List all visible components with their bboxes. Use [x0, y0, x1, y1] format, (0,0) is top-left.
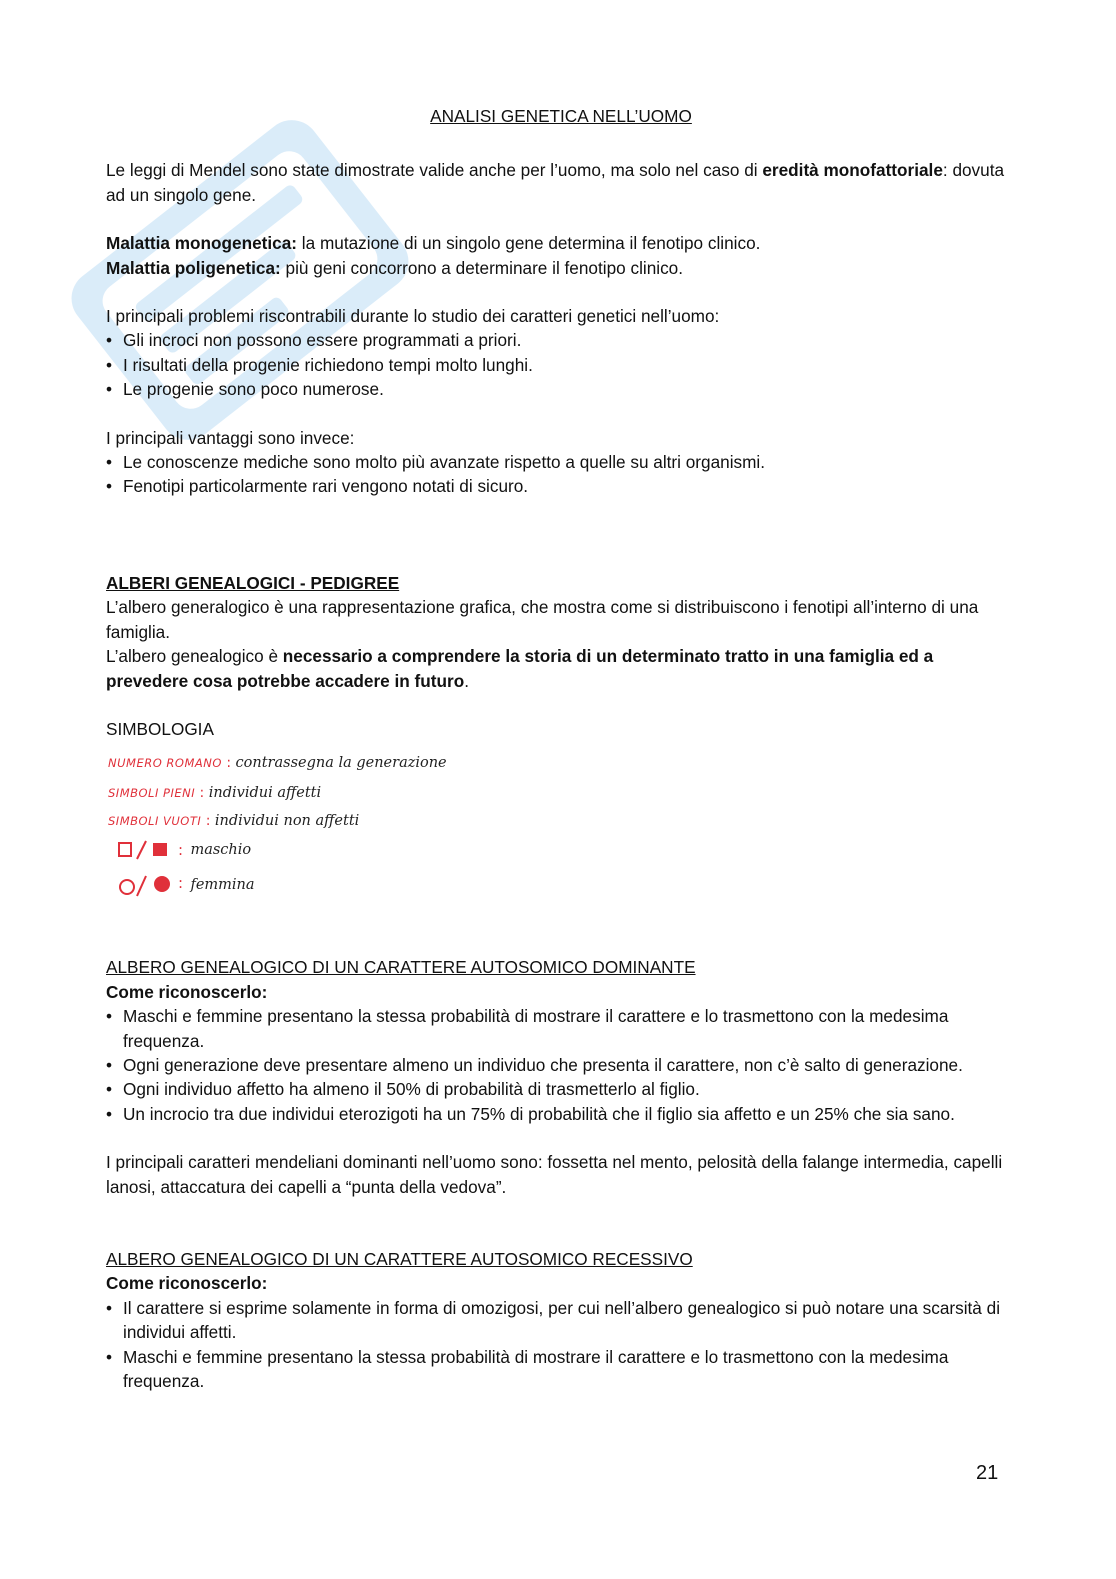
- male-symbols-icon: [116, 837, 186, 863]
- svg-text::: :: [178, 841, 184, 860]
- document-content: [106, 100, 1016, 1393]
- definition-monogenetic: Malattia monogenetica: la mutazione di un singolo gene determina il fenotipo clinico.: [106, 233, 761, 254]
- definition-polygenetic: Malattia poligenetica: più geni concorrono a determinare il fenotipo clinico.: [106, 257, 684, 278]
- list-item: • Il carattere si esprime solamente in forma di omozigosi, per cui nell’albero genealogico si può notare una scarsità di individui affetti.: [106, 1296, 1016, 1345]
- dominant-heading: ALBERO GENEALOGICO DI UN CARATTERE AUTOSOMICO DOMINANTE: [106, 957, 696, 978]
- problems-heading: I principali problemi riscontrabili durante lo studio dei caratteri genetici nell’uomo:: [106, 306, 720, 327]
- legend-row-female: : femmina: [116, 871, 255, 899]
- legend-row-filled-symbols: SIMBOLI PIENI : individui affetti: [108, 785, 322, 802]
- pedigree-purpose: L’albero genealogico è necessario a comprendere la storia di un determinato tratto in una famiglia ed a prevedere cosa potrebbe accadere in futuro.: [106, 646, 934, 691]
- advantages-list: [106, 450, 1016, 499]
- dominant-subheading: Come riconoscerlo:: [106, 981, 268, 1002]
- list-item: • Le conoscenze mediche sono molto più avanzate rispetto a quelle su altri organismi.: [106, 450, 1016, 474]
- page-number: 21: [976, 1462, 999, 1484]
- problems-list: [106, 328, 1016, 401]
- list-item: • Maschi e femmine presentano la stessa probabilità di mostrare il carattere e lo trasmettono con la medesima frequenza.: [106, 1004, 1016, 1053]
- dominant-traits-note: I principali caratteri mendeliani dominanti nell’uomo sono: fossetta nel mento, pelosità della falange intermedia, capelli lanosi, attaccatura dei capelli a “punta della vedova”.: [106, 1152, 1003, 1197]
- advantages-heading: I principali vantaggi sono invece:: [106, 427, 355, 448]
- list-item: • Un incrocio tra due individui eterozigoti ha un 75% di probabilità che il figlio sia affetto e un 25% che sia sano.: [106, 1102, 1016, 1126]
- intro-paragraph: Le leggi di Mendel sono state dimostrate valide anche per l’uomo, ma solo nel caso di eredità monofattoriale: dovuta ad un singolo gene.: [106, 160, 1005, 205]
- list-item: • Ogni individuo affetto ha almeno il 50% di probabilità di trasmetterlo al figlio.: [106, 1077, 1016, 1101]
- symbology-heading: SIMBOLOGIA: [106, 718, 214, 739]
- legend-row-empty-symbols: SIMBOLI VUOTI : individui non affetti: [108, 813, 360, 830]
- recessive-list: [106, 1296, 1016, 1394]
- legend-row-roman-numeral: NUMERO ROMANO : contrassegna la generazione: [108, 755, 447, 772]
- recessive-subheading: Come riconoscerlo:: [106, 1273, 268, 1294]
- list-item: • Le progenie sono poco numerose.: [106, 377, 1016, 401]
- svg-text::: :: [178, 874, 184, 893]
- list-item: • Maschi e femmine presentano la stessa probabilità di mostrare il carattere e lo trasmettono con la medesima frequenza.: [106, 1345, 1016, 1394]
- symbology-legend: [106, 747, 1016, 907]
- list-item: • Gli incroci non possono essere programmati a priori.: [106, 328, 1016, 352]
- page-title: ANALISI GENETICA NELL’UOMO: [430, 106, 692, 126]
- list-item: • Ogni generazione deve presentare almeno un individuo che presenta il carattere, non c’è salto di generazione.: [106, 1053, 1016, 1077]
- pedigree-definition: L’albero generalogico è una rappresentazione grafica, che mostra come si distribuiscono i fenotipi all’interno di una famiglia.: [106, 597, 979, 642]
- list-item: • I risultati della progenie richiedono tempi molto lunghi.: [106, 353, 1016, 377]
- dominant-list: [106, 1004, 1016, 1126]
- legend-row-male: : maschio: [116, 837, 251, 863]
- recessive-heading: ALBERO GENEALOGICO DI UN CARATTERE AUTOSOMICO RECESSIVO: [106, 1248, 693, 1269]
- pedigree-heading: ALBERI GENEALOGICI - PEDIGREE: [106, 572, 400, 593]
- list-item: • Fenotipi particolarmente rari vengono notati di sicuro.: [106, 474, 1016, 498]
- female-symbols-icon: [116, 871, 186, 899]
